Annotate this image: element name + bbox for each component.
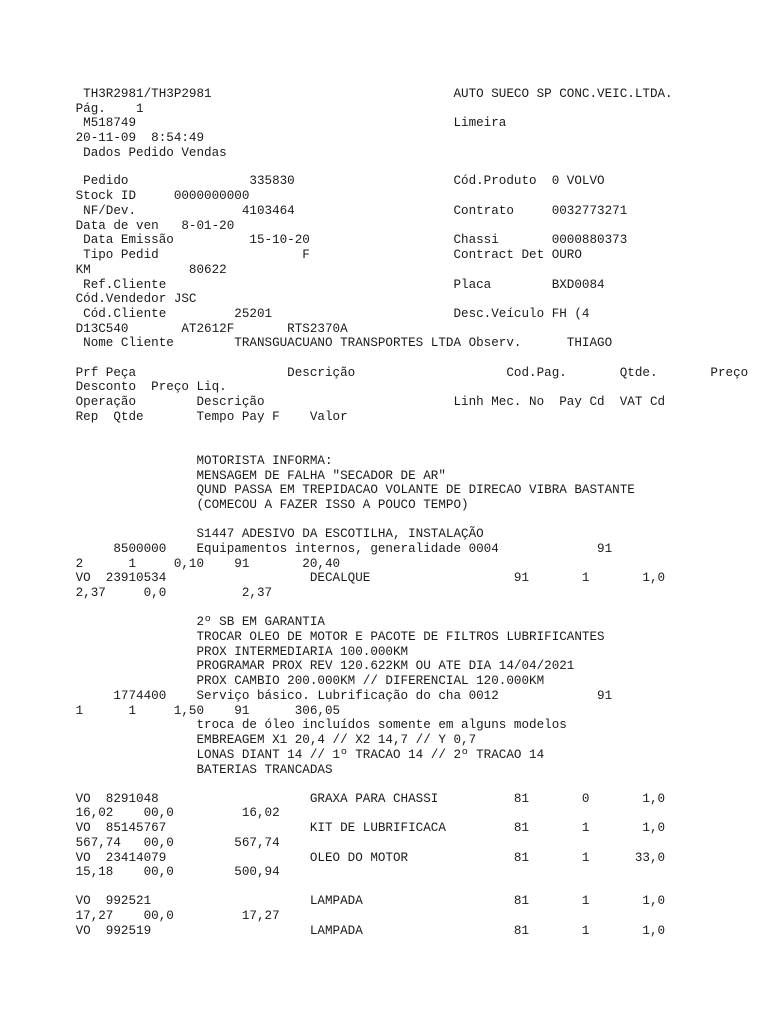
- operation-line: S1447 ADESIVO DA ESCOTILHA, INSTALAÇÃO: [0, 527, 484, 541]
- operation-line: 2º SB EM GARANTIA: [0, 615, 325, 629]
- part-line: VO 23414079 OLEO DO MOTOR 81 1 33,0: [0, 851, 666, 865]
- part-line: VO 992521 LAMPADA 81 1 1,0: [0, 894, 666, 908]
- section-title: Dados Pedido Vendas: [0, 146, 227, 160]
- operation-line: 1 1 1,50 91 306,05: [0, 704, 341, 718]
- order-field-line: Data Emissão 15-10-20 Chassi 0000880373: [0, 233, 628, 247]
- column-header-line: Operação Descrição Linh Mec. No Pay Cd VAT Cd: [0, 395, 666, 409]
- part-line: 15,18 00,0 500,94: [0, 865, 280, 879]
- operation-line: 8500000 Equipamentos internos, generalidade 0004 91: [0, 542, 613, 556]
- order-field-line: Tipo Pedid F Contract Det OURO: [0, 248, 582, 262]
- part-line: 2,37 0,0 2,37: [0, 586, 273, 600]
- operation-line: PROX INTERMEDIARIA 100.000KM: [0, 645, 409, 659]
- part-line: 16,02 00,0 16,02: [0, 806, 280, 820]
- operation-line: LONAS DIANT 14 // 1º TRACAO 14 // 2º TRACAO 14: [0, 748, 545, 762]
- remark-line: MENSAGEM DE FALHA "SECADOR DE AR": [0, 469, 446, 483]
- remark-line: QUND PASSA EM TREPIDACAO VOLANTE DE DIRECAO VIBRA BASTANTE: [0, 483, 635, 497]
- order-field-line: Pedido 335830 Cód.Produto 0 VOLVO: [0, 174, 605, 188]
- column-header-line: Rep Qtde Tempo Pay F Valor: [0, 410, 348, 424]
- part-line: VO 85145767 KIT DE LUBRIFICACA 81 1 1,0: [0, 821, 666, 835]
- order-field-line: Nome Cliente TRANSGUACUANO TRANSPORTES LTDA Observ. THIAGO: [0, 336, 613, 350]
- part-line: VO 992519 LAMPADA 81 1 1,0: [0, 924, 666, 938]
- remark-line: MOTORISTA INFORMA:: [0, 454, 333, 468]
- operation-line: 2 1 0,10 91 20,40: [0, 557, 341, 571]
- order-field-line: NF/Dev. 4103464 Contrato 0032773271: [0, 204, 628, 218]
- order-field-line: Cód.Vendedor JSC: [0, 292, 197, 306]
- header-id-and-city: M518749 Limeira: [0, 116, 507, 130]
- part-line: VO 8291048 GRAXA PARA CHASSI 81 0 1,0: [0, 792, 666, 806]
- operation-line: TROCAR OLEO DE MOTOR E PACOTE DE FILTROS LUBRIFICANTES: [0, 630, 605, 644]
- order-field-line: Cód.Cliente 25201 Desc.Veículo FH (4: [0, 307, 590, 321]
- remark-line: (COMECOU A FAZER ISSO A POUCO TEMPO): [0, 498, 469, 512]
- operation-line: EMBREAGEM X1 20,4 // X2 14,7 // Y 0,7: [0, 733, 477, 747]
- operation-line: troca de óleo incluídos somente em alguns modelos: [0, 718, 567, 732]
- order-field-line: Data de ven 8-01-20: [0, 219, 235, 233]
- operation-line: 1774400 Serviço básico. Lubrificação do cha 0012 91: [0, 689, 613, 703]
- order-field-line: Stock ID 0000000000: [0, 189, 250, 203]
- header-page-number: Pág. 1: [0, 102, 144, 116]
- order-field-line: KM 80622: [0, 263, 227, 277]
- operation-line: BATERIAS TRANCADAS: [0, 763, 333, 777]
- order-field-line: Ref.Cliente Placa BXD0084: [0, 278, 605, 292]
- column-header-line: Desconto Preço Liq.: [0, 380, 227, 394]
- part-line: 17,27 00,0 17,27: [0, 909, 280, 923]
- operation-line: PROGRAMAR PROX REV 120.622KM OU ATE DIA 14/04/2021: [0, 659, 575, 673]
- header-timestamp: 20-11-09 8:54:49: [0, 131, 205, 145]
- operation-line: PROX CAMBIO 200.000KM // DIFERENCIAL 120.000KM: [0, 674, 545, 688]
- part-line: 567,74 00,0 567,74: [0, 836, 280, 850]
- column-header-line: Prf Peça Descrição Cod.Pag. Qtde. Preço: [0, 366, 749, 380]
- header-report-code-and-dealer: TH3R2981/TH3P2981 AUTO SUECO SP CONC.VEIC.LTDA.: [0, 87, 673, 101]
- order-field-line: D13C540 AT2612F RTS2370A: [0, 322, 348, 336]
- part-line: VO 23910534 DECALQUE 91 1 1,0: [0, 571, 666, 585]
